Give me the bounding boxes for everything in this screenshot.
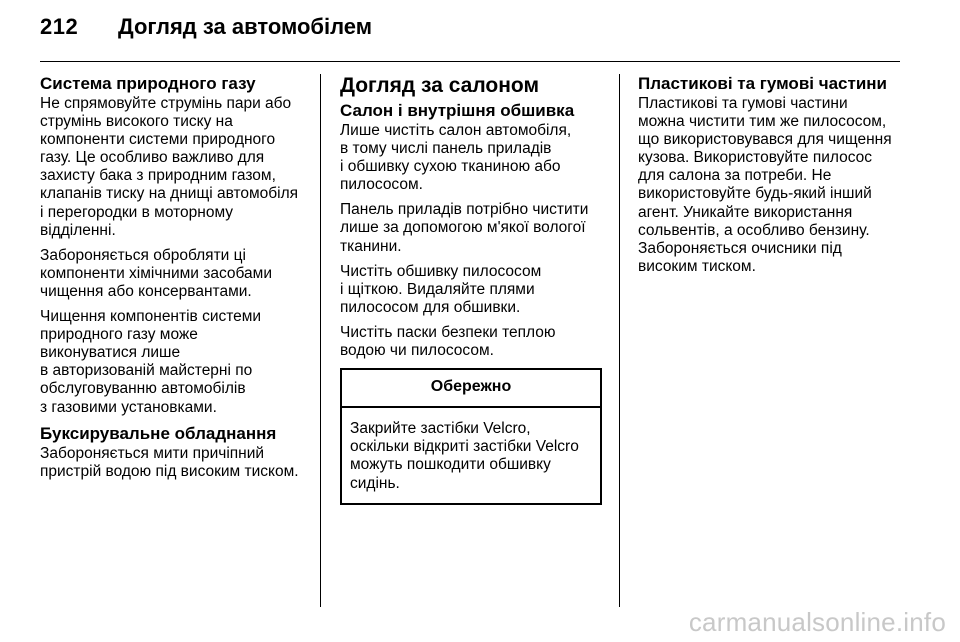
column-divider-1 — [320, 74, 321, 607]
gas-system-heading: Система природного газу — [40, 74, 256, 93]
caution-heading: Обережно — [342, 370, 600, 408]
header-rule — [40, 61, 900, 62]
interior-trim-heading: Салон і внутрішня обшивка — [340, 101, 575, 120]
interior-paragraph-4: Чистіть паски безпеки теплою водою чи пилососом. — [340, 323, 556, 360]
running-title: Догляд за автомобілем — [118, 14, 373, 39]
gas-paragraph-3: Чищення компонентів системи природного газу може виконуватися лише в авторизованій майстерні по обслуговуванню автомобілів з газовими установками. — [40, 308, 262, 416]
gas-paragraph-2: Забороняється обробляти ці компоненти хімічними засобами чищення або консервантами. — [40, 246, 272, 300]
column-2 — [340, 74, 602, 505]
column-divider-2 — [619, 74, 620, 607]
caution-text: Закрийте застібки Velcro, оскільки відкриті застібки Velcro можуть пошкодити обшивку сидінь. — [350, 420, 579, 492]
caution-box — [340, 368, 602, 504]
interior-paragraph-1: Лише чистіть салон автомобіля, в тому числі панель приладів і обшивку сухою тканиною або пилососом. — [340, 122, 572, 194]
interior-paragraph-2: Панель приладів потрібно чистити лише за допомогою м'якої вологої тканини. — [340, 201, 589, 255]
column-1 — [40, 74, 312, 488]
page-number: 212 — [40, 14, 79, 39]
interior-care-heading: Догляд за салоном — [340, 74, 539, 97]
interior-paragraph-3: Чистіть обшивку пилососом і щіткою. Видаляйте плями пилососом для обшивки. — [340, 262, 542, 316]
gas-paragraph-1: Не спрямовуйте струмінь пари або струмінь високого тиску на компоненти системи природного газу. Це особливо важливо для захисту бака з природним газом, клапанів тиску на днищі автомобіля і перегородки в моторному відділенні. — [40, 95, 299, 239]
towbar-heading: Буксирувальне обладнання — [40, 423, 277, 443]
column-3 — [638, 74, 908, 283]
plastic-rubber-heading: Пластикові та гумові частини — [638, 74, 887, 93]
towbar-paragraph: Забороняється мити причіпний пристрій водою під високим тиском. — [40, 444, 299, 480]
watermark: carmanualsonline.info — [688, 607, 946, 637]
plastic-paragraph: Пластикові та гумові частини можна чистити тим же пилососом, що використовувався для чищення кузова. Використовуйте пилосос для салона за потреби. Не використовуйте будь-який інший агент. Уникайте використання сольвентів, а особливо бензину. Забороняється очисники під високим тиском. — [638, 95, 892, 275]
